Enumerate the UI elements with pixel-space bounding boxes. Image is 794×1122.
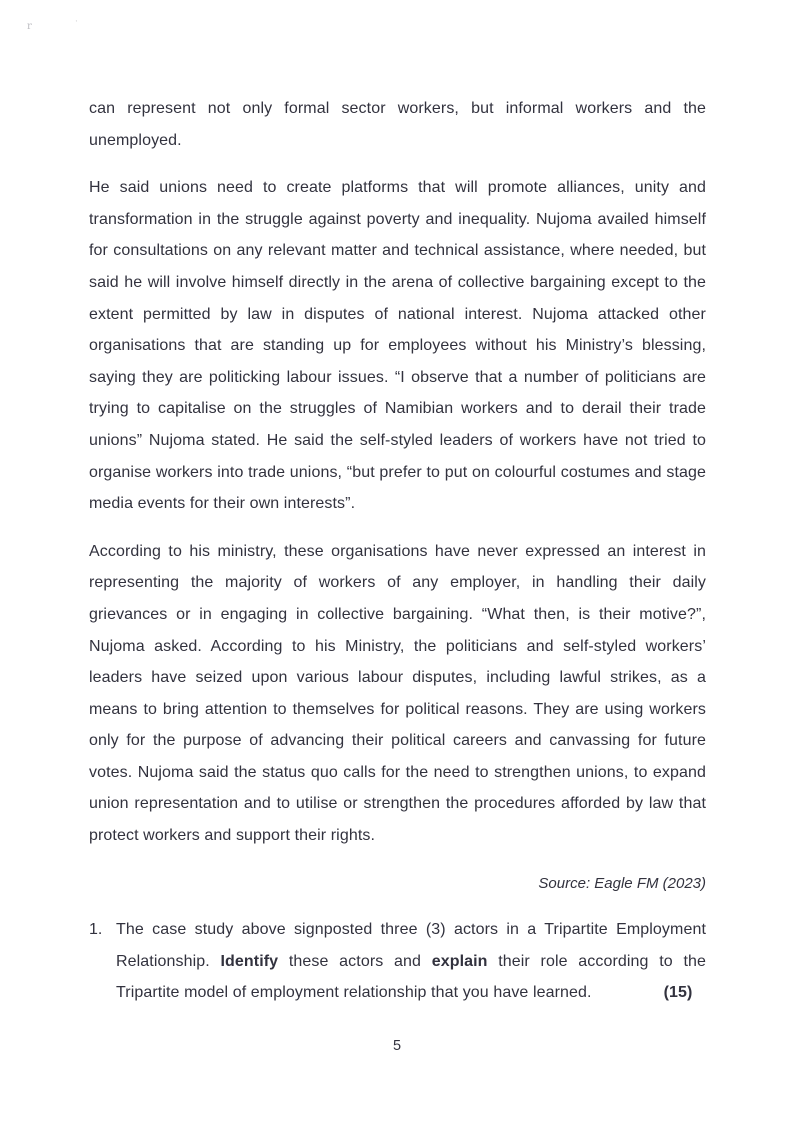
- case-study-paragraph: He said unions need to create platforms that will promote alliances, unity and transformation in the struggle against poverty and inequality. Nujoma availed himself for consultations on any relevant matter and technical assistance, where needed, but said he will involve himself directly in the arena of collective bargaining except to the extent permitted by law in disputes of national interest. Nujoma attacked other organisations that are standing up for employees without his Ministry’s blessing, saying they are politicking labour issues. “I observe that a number of politicians are trying to capitalise on the struggles of Namibian workers and to derail their trade unions” Nujoma stated. He said the self-styled leaders of workers have not tried to organise workers into trade unions, “but prefer to put on colourful costumes and stage media events for their own interests”.: [89, 179, 706, 513]
- case-study-paragraph: According to his ministry, these organisations have never expressed an interest in representing the majority of workers of any employer, in handling their daily grievances or in engaging in collective bargaining. “What then, is their motive?”, Nujoma asked. According to his Ministry, the politicians and self-styled workers’ leaders have seized upon various labour disputes, including lawful strikes, as a means to bring attention to themselves for political reasons. They are using workers only for the purpose of advancing their political careers and canvassing for future votes. Nujoma said the status quo calls for the need to strengthen unions, to expand union representation and to utilise or strengthen the procedures afforded by law that protect workers and support their rights.: [89, 542, 706, 845]
- question-keyword-explain: explain: [431, 952, 488, 970]
- page-number: 5: [392, 1038, 402, 1054]
- case-study-paragraph: can represent not only formal sector workers, but informal workers and the unemployed.: [89, 100, 706, 149]
- question-text-segment: The case study above signposted three (3) actors in a Tripartite Employment Relationship.: [116, 921, 706, 970]
- scan-artifact-mark: ·: [75, 17, 78, 27]
- question-keyword-identify: Identify: [220, 952, 279, 970]
- scan-artifact-mark: r: [27, 21, 32, 32]
- question-text-segment: these actors and: [278, 952, 432, 970]
- marks-allocation: (15): [663, 984, 693, 1002]
- question-item: [89, 914, 706, 1009]
- document-body: [89, 93, 706, 1009]
- question-text-segment: their role according to the Tripartite model of employment relationship that you have learned.: [116, 952, 706, 1002]
- question-number: 1.: [89, 921, 103, 939]
- question-text: [116, 914, 706, 1009]
- source-attribution: Source: Eagle FM (2023): [538, 874, 706, 892]
